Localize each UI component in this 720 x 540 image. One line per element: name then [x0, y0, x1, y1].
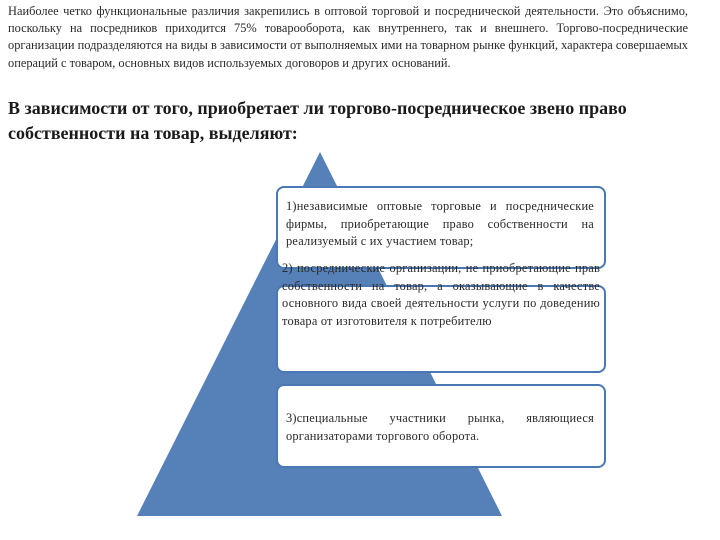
pyramid-item-2-text: 2) посреднические организации, не приобретающие прав собственности на товар, а оказывающие в качестве основного вида своей деятельности услуги по доведению товара от изготовителя к потребителю	[282, 261, 600, 328]
pyramid-item-3-text: 3)специальные участники рынка, являющиеся организаторами торгового оборота.	[286, 411, 594, 443]
section-heading: В зависимости от того, приобретает ли торгово-посредническое звено право собственности на товар, выделяют:	[8, 98, 627, 143]
intro-paragraph: Наиболее четко функциональные различия закрепились в оптовой торговой и посреднической деятельности. Это объяснимо, поскольку на посредников приходится 75% товарооборота, как внутреннего, так и внешнего. Торгово-посреднические организации подразделяются на виды в зависимости от выполняемых ими на товарном рынке функций, характера совершаемых операций с товаром, основных видов используемых договоров и других оснований.	[8, 4, 688, 70]
pyramid-item-1-text: 1)независимые оптовые торговые и посреднические фирмы, приобретающие право собственности на реализуемый с их участием товар;	[286, 199, 594, 249]
